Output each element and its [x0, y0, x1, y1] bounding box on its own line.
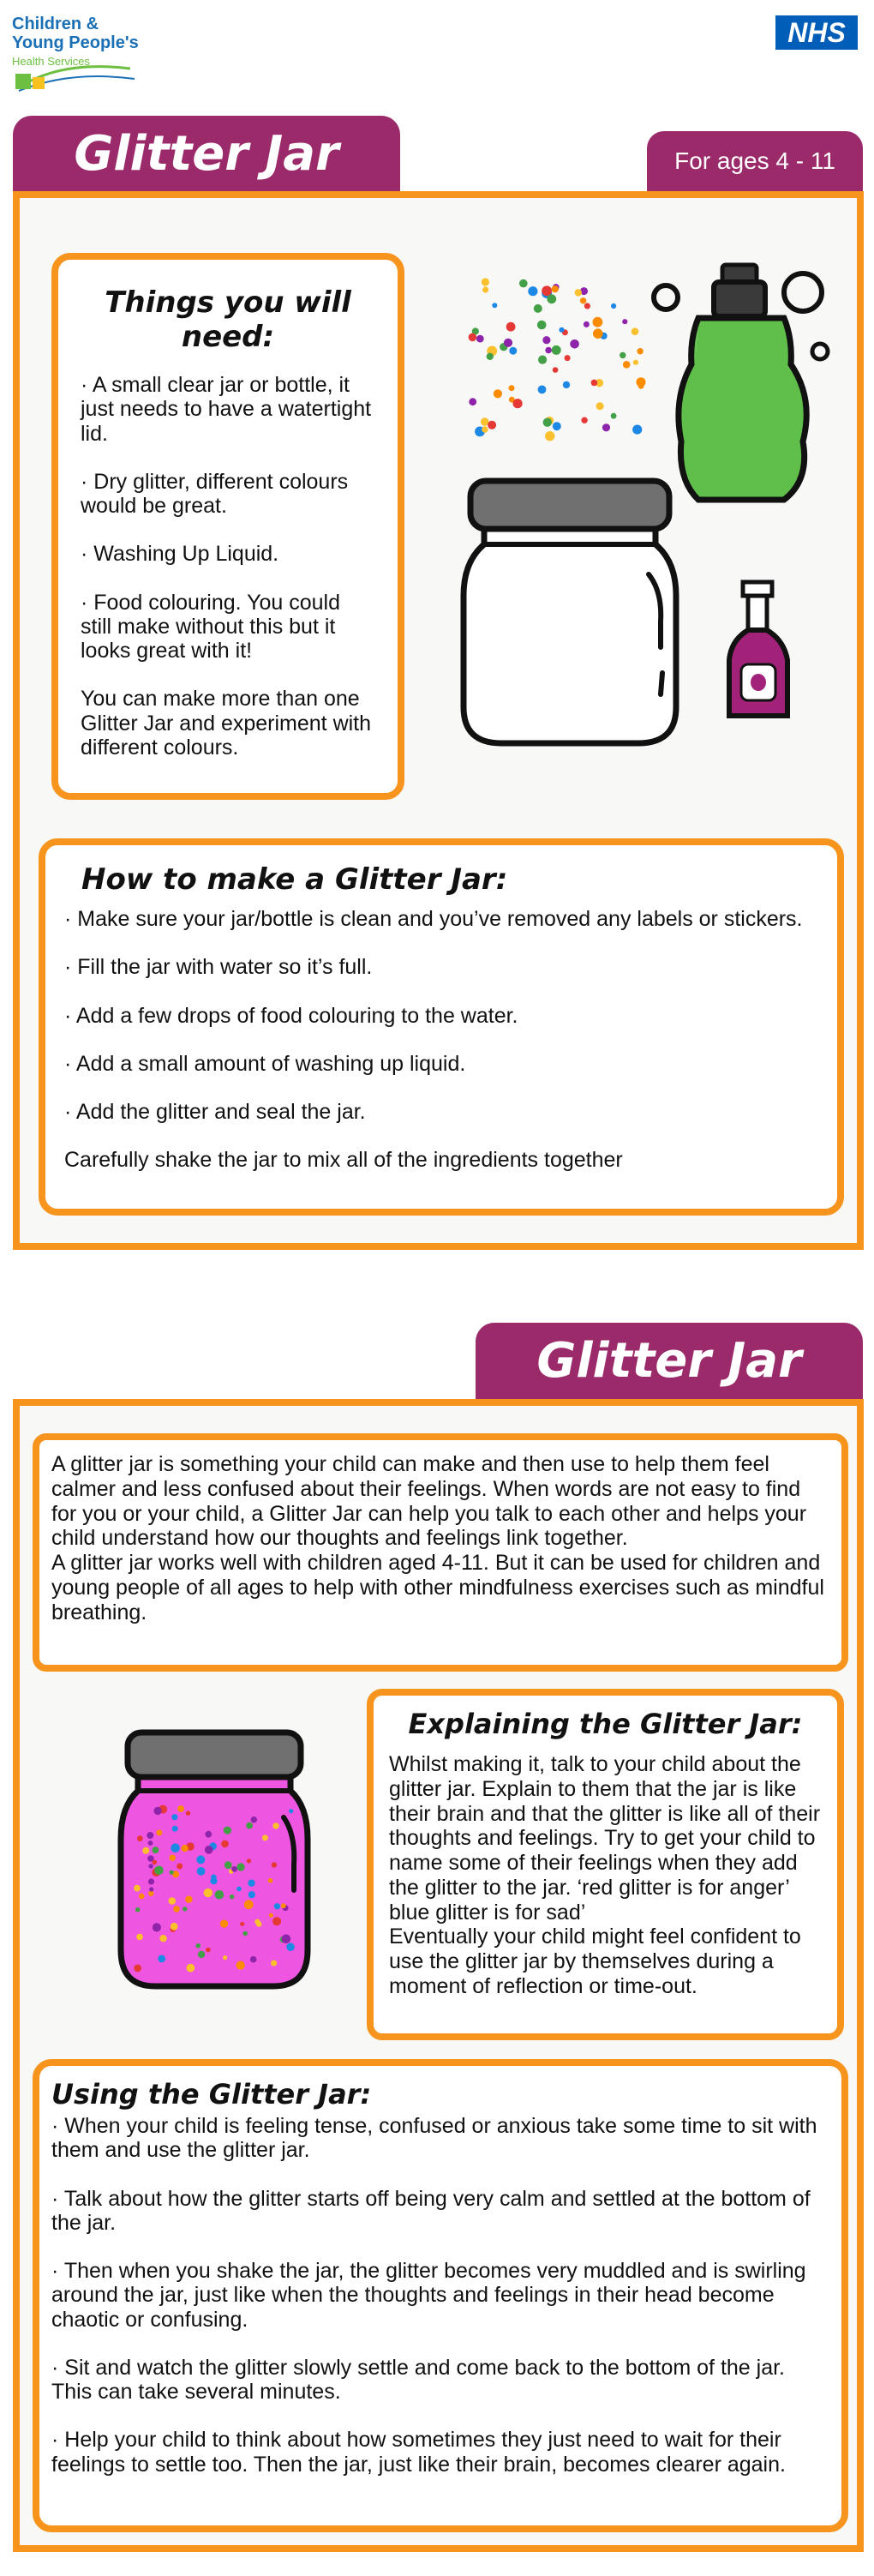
empty-jar-icon [458, 476, 681, 750]
how-to-title: How to make a Glitter Jar: [81, 862, 508, 897]
page1-title-tab [13, 116, 400, 193]
page1-title: Glitter Jar [74, 126, 339, 182]
how-to-step-1: · Make sure your jar/bottle is clean and you’ve removed any labels or stickers. [64, 907, 803, 931]
using-card [33, 2059, 848, 2532]
things-item-2: · Dry glitter, different colours would be great. [81, 469, 349, 518]
using-title: Using the Glitter Jar: [51, 2078, 372, 2111]
how-to-step-6: Carefully shake the jar to mix all of the ingredients together [64, 1148, 623, 1173]
page2-title: Glitter Jar [536, 1333, 802, 1389]
using-item-2: · Talk about how the glitter starts off being very calm and settled at the bottom of the jar. [51, 2186, 811, 2235]
explaining-paragraph-2: Eventually your child might feel confident to use the glitter jar by themselves during a moment of reflection or time-out. [389, 1924, 801, 1998]
page2-title-tab [476, 1323, 863, 1400]
intro-paragraph-1: A glitter jar is something your child can make and then use to help them feel calmer and less confused about their feelings. When words are not easy to find for you or your child, a Glitter Jar can help you talk to each other and helps your child understand how our thoughts and feelings link together. [51, 1452, 807, 1551]
things-title: Things you will need: [105, 285, 351, 354]
things-item-1: · A small clear jar or bottle, it just needs to have a watertight lid. [81, 373, 372, 446]
age-badge-label: For ages 4 - 11 [674, 147, 835, 174]
things-item-3: · Washing Up Liquid. [81, 542, 279, 567]
org-logo [10, 9, 147, 103]
nhs-label: NHS [787, 17, 846, 48]
logo-line-2: Young People's [12, 33, 139, 52]
things-item-4: · Food colouring. You could still make without this but it looks great with it! [81, 590, 340, 663]
nhs-logo [775, 15, 858, 50]
logo-line-3: Health Services [12, 55, 91, 68]
how-to-step-5: · Add the glitter and seal the jar. [64, 1100, 366, 1124]
explaining-title: Explaining the Glitter Jar: [408, 1708, 803, 1740]
how-to-step-3: · Add a few drops of food colouring to the water. [64, 1003, 518, 1028]
using-item-4: · Sit and watch the glitter slowly settle and come back to the bottom of the jar. This can take several minutes. [51, 2355, 785, 2404]
using-item-5: · Help your child to think about how sometimes they just need to wait for their feelings to settle too. Then the jar, just like their brain, becomes clearer again. [51, 2428, 786, 2477]
washing-up-liquid-icon [647, 261, 844, 510]
how-to-card [39, 838, 844, 1216]
using-item-3: · Then when you shake the jar, the glitter becomes very muddled and is swirling around the jar, just like when the thoughts and feelings in their head become chaotic or confusing. [51, 2259, 806, 2332]
intro-paragraph-2: A glitter jar works well with children aged 4-11. But it can be used for children and young people of all ages to help with other mindfulness exercises such as mindful breathing. [51, 1551, 824, 1624]
using-item-1: · When your child is feeling tense, confused or anxious take some time to sit with them and use the glitter jar. [51, 2114, 817, 2163]
logo-line-1: Children & [12, 15, 99, 33]
how-to-step-2: · Fill the jar with water so it’s full. [64, 955, 373, 980]
how-to-step-4: · Add a small amount of washing up liquid. [64, 1051, 466, 1076]
intro-card [33, 1433, 848, 1672]
glitter-sprinkle-icon [463, 270, 651, 450]
explaining-card [367, 1689, 844, 2040]
food-colouring-icon [724, 579, 793, 724]
things-item-5: You can make more than one Glitter Jar and experiment with different colours. [81, 687, 372, 760]
glitter-jar-icon [116, 1727, 313, 1993]
things-card [51, 253, 404, 800]
explaining-paragraph-1: Whilst making it, talk to your child about the glitter jar. Explain to them that the jar is like their brain and that the glitter is like all of their thoughts and feelings. Try to get your child to name some of their feelings when they add the glitter to the jar. ‘red glitter is for anger’ blue glitter is for sad’ [389, 1752, 821, 1924]
age-badge [647, 131, 863, 191]
